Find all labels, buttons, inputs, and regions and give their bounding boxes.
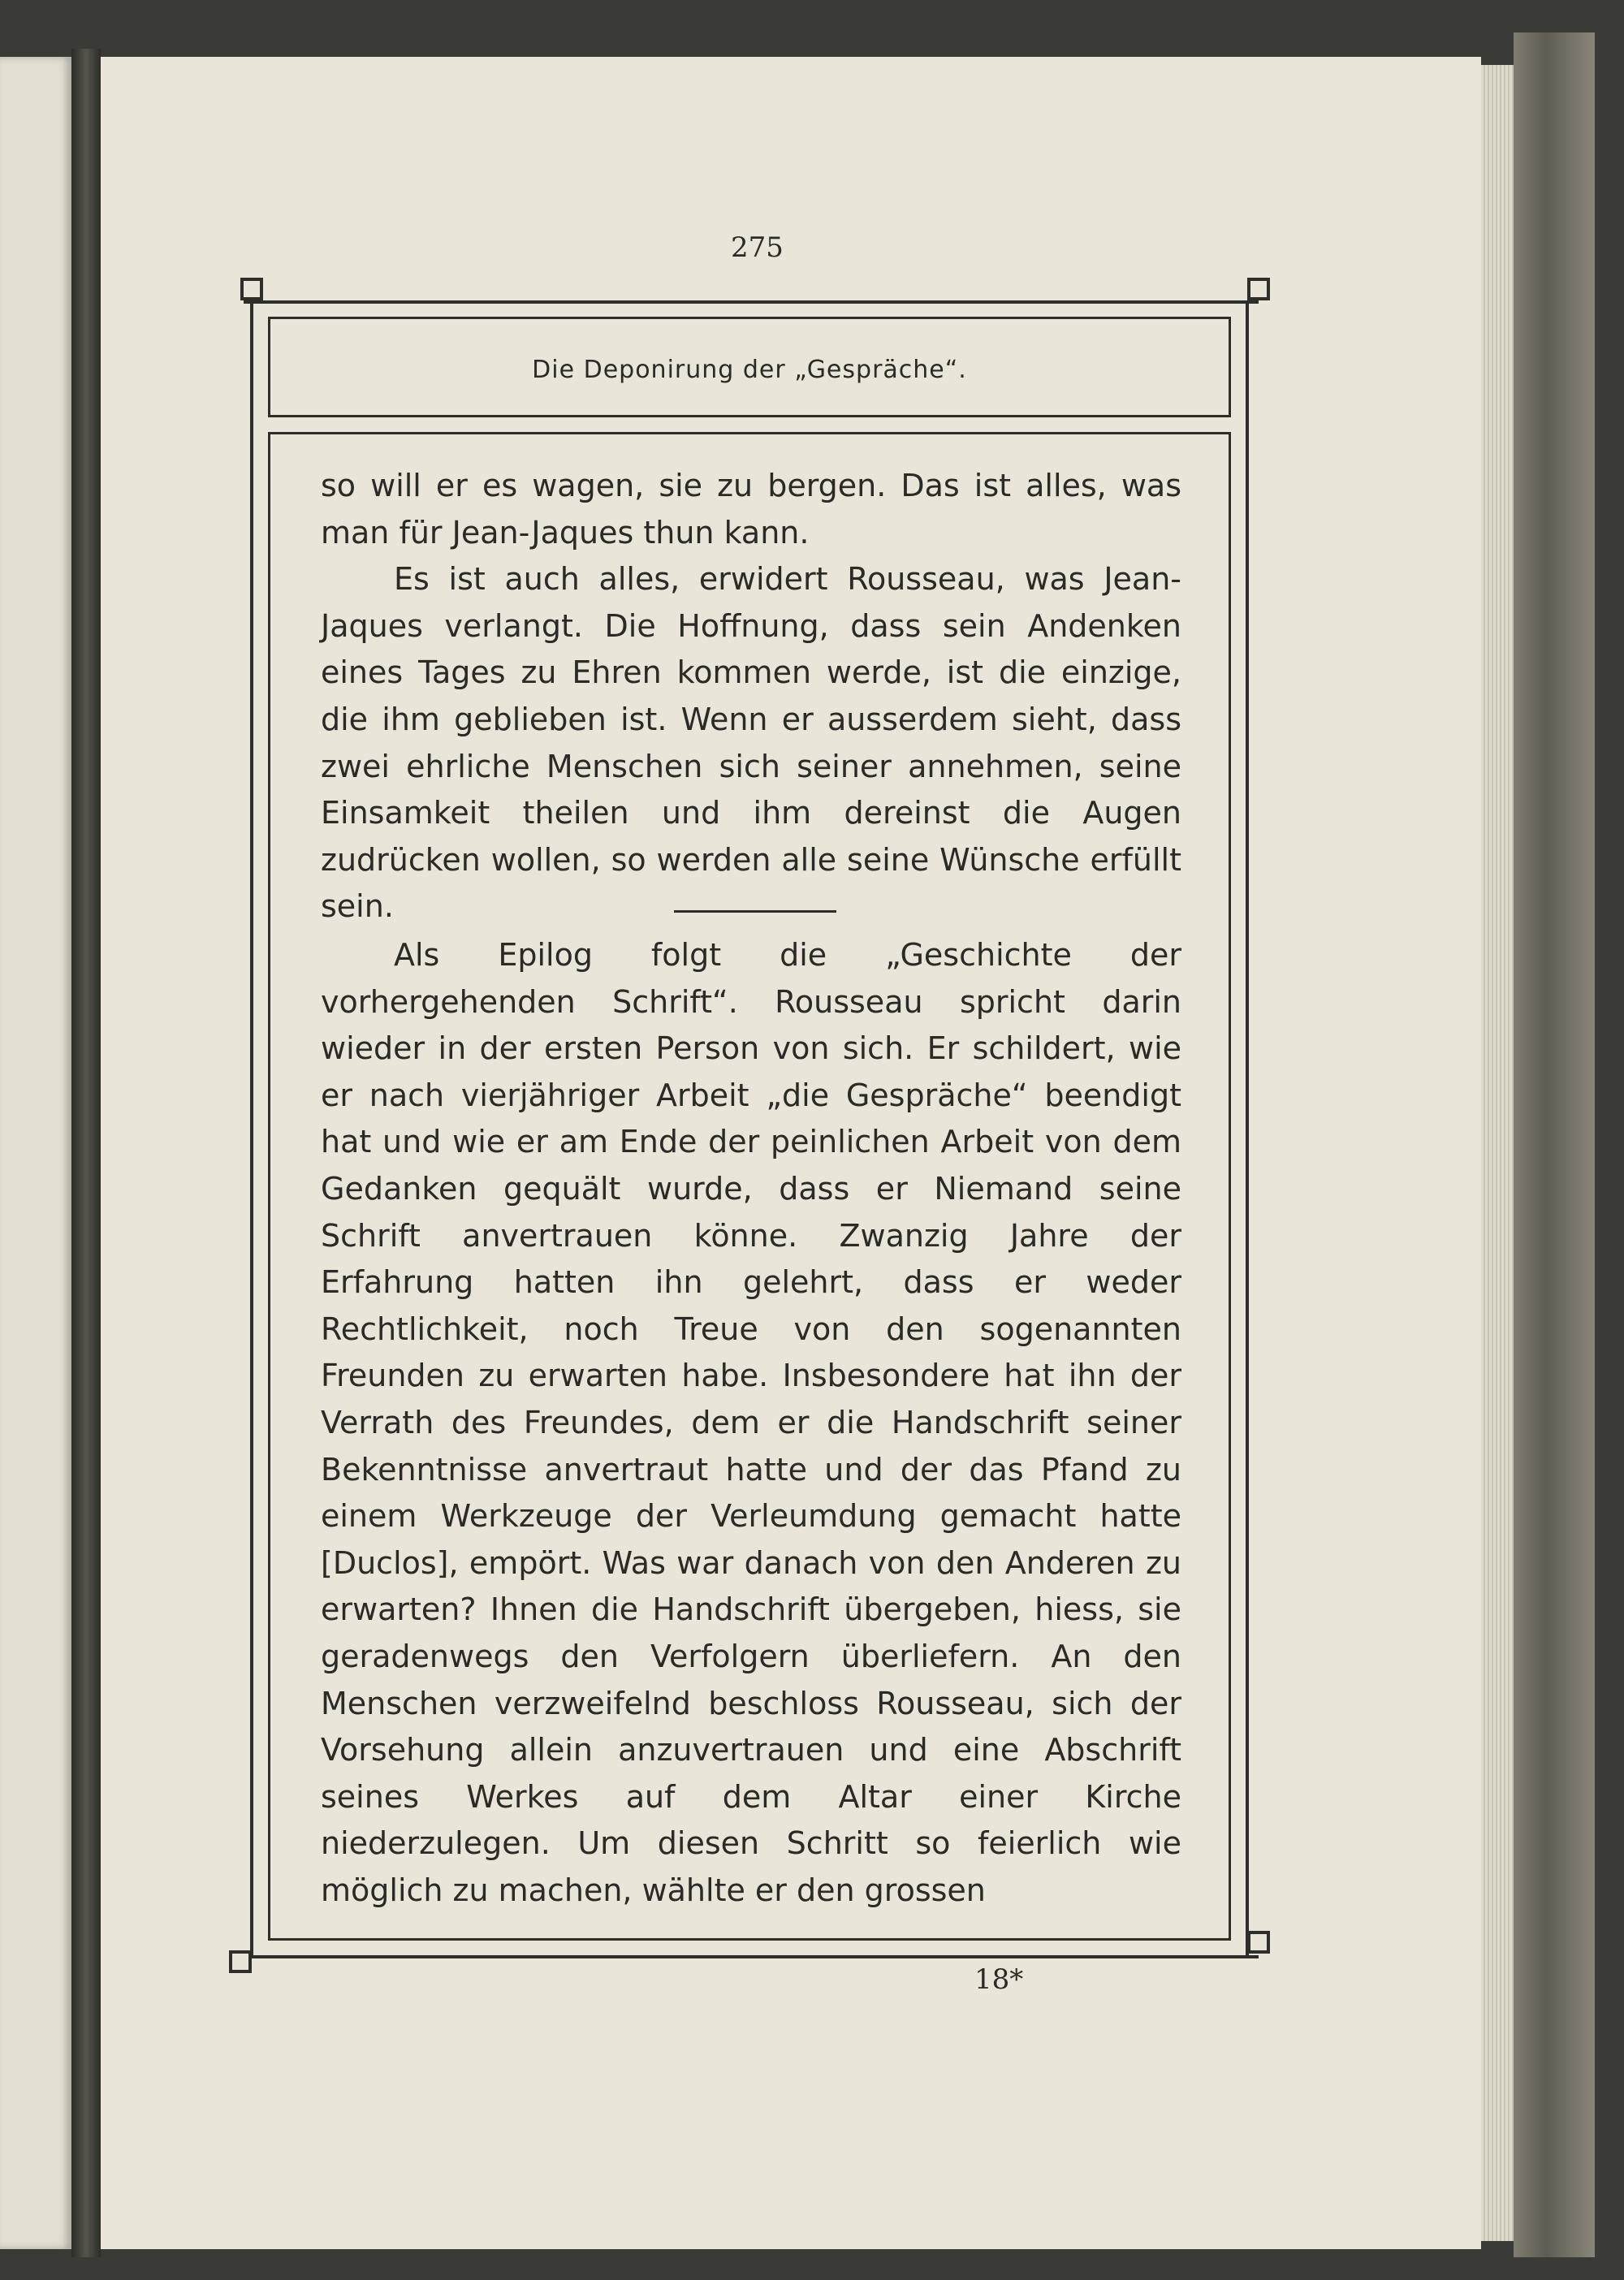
frame-corner-top-left: [240, 278, 263, 300]
frame-right-line: [1246, 300, 1249, 1957]
paragraph-epilog: Als Epilog folgt die „Geschichte der vorhergehenden Schrift“. Rousseau spricht darin wieder in der ersten Person von sich. Er schildert, wie er nach vierjähriger Arbeit „die Gespräche“ beendigt hat und wie er am Ende der peinlichen Arbeit von dem Gedanken gequält wurde, dass er Niemand seine Schrift anvertrauen könne. Zwanzig Jahre der Erfahrung hatten ihn gelehrt, dass er weder Rechtlichkeit, noch Treue von den sogenannten Freunden zu erwarten habe. Insbesondere hat ihn der Verrath des Freundes, dem er die Handschrift seiner Bekenntnisse anvertraut hatte und der das Pfand zu einem Werkzeuge der Verleumdung gemacht hatte [Duclos], empört. Was war danach von den Anderen zu erwarten? Ihnen die Handschrift übergeben, hiess, sie geradenwegs den Verfolgern überliefern. An den Menschen verzweifelnd beschloss Rousseau, sich der Vorsehung allein anzuvertrauen und eine Abschrift seines Werkes auf dem Altar einer Kirche niederzulegen. Um diesen Schritt so feierlich wie möglich zu machen, wählte er den grossen: [321, 937, 1181, 1908]
book-cover-edge: [1514, 32, 1595, 2257]
book-gutter: [71, 49, 101, 2257]
running-head: Die Deponirung der „Gespräche“.: [532, 356, 967, 384]
frame-corner-bottom-right: [1247, 1931, 1270, 1954]
frame-left-line: [250, 300, 253, 1957]
text-column-upper: [321, 463, 1181, 931]
frame-corner-bottom-left: [229, 1950, 252, 1973]
signature-mark: 18*: [974, 1963, 1024, 1996]
page-stack-edges: [1481, 65, 1514, 2241]
paragraph: Es ist auch alles, erwidert Rousseau, was Jean-Jaques verlangt. Die Hoffnung, dass sein Andenken eines Tages zu Ehren kommen werde, ist die einzige, die ihm geblieben ist. Wenn er ausserdem sieht, dass zwei ehrliche Menschen sich seiner annehmen, seine Einsamkeit theilen und ihm dereinst die Augen zudrücken wollen, so werden alle seine Wünsche erfüllt sein.: [321, 561, 1181, 925]
page-number: 275: [731, 231, 784, 264]
frame-bottom-line: [244, 1955, 1259, 1958]
frame-top-line: [244, 300, 1259, 304]
running-head-box: [268, 317, 1231, 417]
frame-corner-top-right: [1247, 278, 1270, 300]
previous-page-edge: [0, 57, 71, 2249]
section-separator-rule: [674, 910, 836, 913]
paragraph-continued: so will er es wagen, sie zu bergen. Das ist alles, was man für Jean-Jaques thun kann.: [321, 468, 1181, 551]
